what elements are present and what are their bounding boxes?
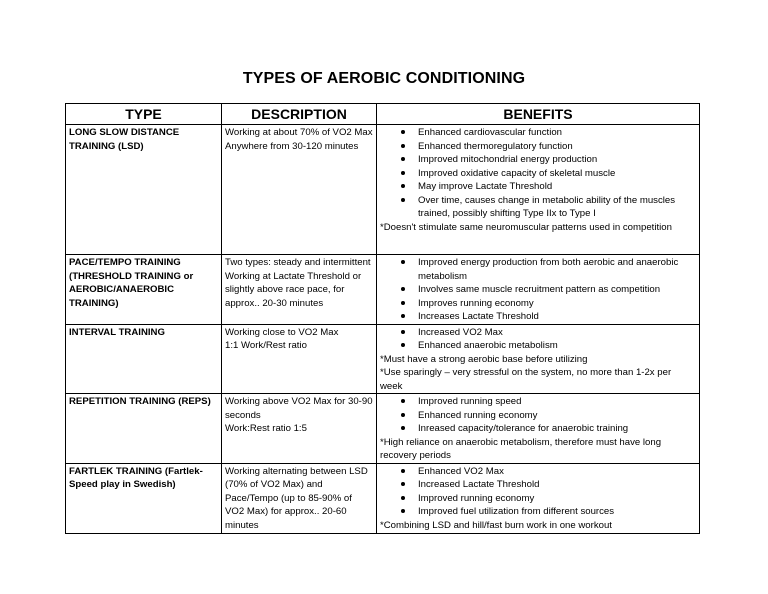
type-cell: LONG SLOW DISTANCE TRAINING (LSD) [66,125,222,255]
page-title: TYPES OF AEROBIC CONDITIONING [242,70,526,87]
description-line: Working above VO2 Max for 30-90 seconds [225,396,373,421]
benefit-item: Enhanced thermoregulatory function [380,140,696,154]
description-line: Working at Lactate Threshold or slightly above race pace, for approx.. 20-30 minutes [225,270,362,309]
benefit-note: *High reliance on anaerobic metabolism, therefore must have long recovery periods [380,436,662,461]
header-benefits: BENEFITS [377,104,700,125]
benefit-note: *Doesn't stimulate same neuromuscular patterns used in competition [380,221,672,233]
table-header-row [66,104,700,125]
description-line: Anywhere from 30-120 minutes [225,140,359,152]
type-cell: PACE/TEMPO TRAINING (THRESHOLD TRAINING or AEROBIC/ANAEROBIC TRAINING) [66,255,222,325]
benefit-note: *Must have a strong aerobic base before utilizing [380,353,588,365]
table-row [66,125,700,255]
table-row [66,255,700,325]
benefits-list [380,465,696,519]
header-description: DESCRIPTION [222,104,377,125]
table-row [66,324,700,394]
description-line: Two types: steady and intermittent [225,257,371,268]
benefits-cell [377,463,700,533]
benefit-item: May improve Lactate Threshold [380,180,696,194]
benefit-item: Enhanced cardiovascular function [380,126,696,140]
benefit-note: *Combining LSD and hill/fast burn work in one workout [380,519,612,531]
description-line: Work:Rest ratio 1:5 [225,423,307,434]
header-type: TYPE [66,104,222,125]
description-cell [222,255,377,325]
benefit-item: Involves same muscle recruitment pattern as competition [380,283,696,297]
table-row [66,463,700,533]
benefit-note: *Use sparingly – very stressful on the system, no more than 1-2x per week [380,367,672,392]
benefit-item: Improved energy production from both aerobic and anaerobic metabolism [380,256,696,283]
description-line: Working alternating between LSD (70% of VO2 Max) and Pace/Tempo (up to 85-90% of VO2 Max) for approx.. 20-60 minutes [225,465,368,531]
benefit-item: Improved mitochondrial energy production [380,153,696,167]
description-cell [222,125,377,255]
benefit-item: Improves running economy [380,297,696,311]
benefit-item: Increased Lactate Threshold [380,478,696,492]
description-cell [222,463,377,533]
benefit-item: Improved fuel utilization from different sources [380,505,696,519]
benefit-item: Increases Lactate Threshold [380,310,696,324]
benefits-list [380,256,696,324]
benefit-item: Enhanced running economy [380,409,696,423]
type-cell: REPETITION TRAINING (REPS) [66,394,222,464]
benefits-list [380,395,696,436]
benefit-item: Improved running speed [380,395,696,409]
benefit-item: Improved oxidative capacity of skeletal muscle [380,167,696,181]
benefits-cell [377,255,700,325]
type-cell: FARTLEK TRAINING (Fartlek-Speed play in Swedish) [66,463,222,533]
benefits-list [380,326,696,353]
benefit-item: Over time, causes change in metabolic ability of the muscles trained, possibly shifting Type IIx to Type I [380,194,696,221]
benefits-cell [377,125,700,255]
benefits-cell [377,394,700,464]
benefit-item: Improved running economy [380,492,696,506]
description-cell [222,324,377,394]
benefit-item: Increased VO2 Max [380,326,696,340]
benefit-item: Enhanced anaerobic metabolism [380,339,696,353]
benefit-item: Enhanced VO2 Max [380,465,696,479]
description-line: 1:1 Work/Rest ratio [225,340,307,351]
description-line: Working close to VO2 Max [225,326,339,338]
aerobic-conditioning-table [65,103,700,534]
description-line: Working at about 70% of VO2 Max [225,127,373,138]
benefit-item: Inreased capacity/tolerance for anaerobic training [380,422,696,436]
table-row [66,394,700,464]
benefits-list [380,126,696,221]
benefits-cell [377,324,700,394]
type-cell: INTERVAL TRAINING [66,324,222,394]
description-cell [222,394,377,464]
